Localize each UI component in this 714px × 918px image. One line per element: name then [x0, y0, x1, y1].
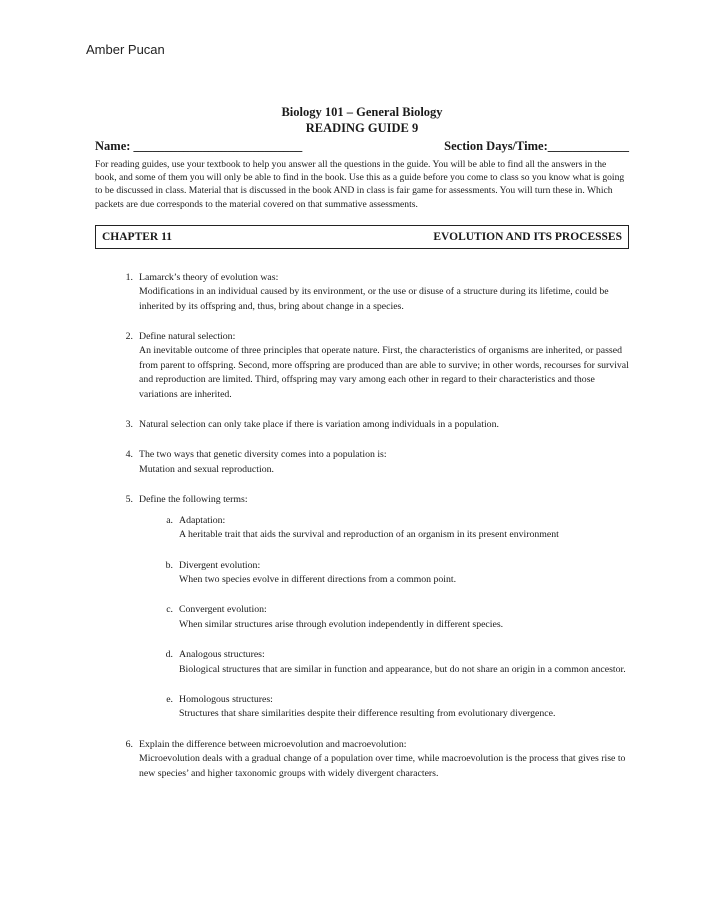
question-1 [95, 271, 629, 314]
term-definition: When two species evolve in different directions from a common point. [179, 573, 457, 585]
chapter-number: CHAPTER 11 [102, 230, 172, 243]
name-section-row [95, 139, 629, 154]
question-2 [95, 330, 629, 402]
question-number: 2. [125, 331, 133, 343]
term-letter: d. [165, 649, 173, 661]
question-prompt: Explain the difference between microevolution and macroevolution: [139, 738, 407, 750]
author-name: Amber Pucan [86, 42, 165, 57]
reading-guide-document [95, 104, 629, 797]
question-3 [95, 418, 629, 432]
question-answer: Modifications in an individual caused by its environment, or the use or disuse of a structure during its lifetime, could be inherited by its offspring and, thus, bring about change in a species. [139, 286, 609, 312]
term-definition: Structures that share similarities despite their difference resulting from evolutionary divergence. [179, 708, 556, 720]
question-answer: An inevitable outcome of three principles that operate nature. First, the characteristics of organisms are inherited, or passed from parent to offspring. Second, more offspring are produced than are able to survive; in other words, recourses for survival and reproduction are limited. Third, offspring may vary among each other in regard to their characteristics and those variations are inherited. [139, 345, 629, 400]
term-definition: When similar structures arise through evolution independently in different species. [179, 618, 504, 630]
term-d [139, 648, 629, 677]
question-6 [95, 738, 629, 781]
question-number: 5. [125, 494, 133, 506]
term-letter: a. [166, 514, 173, 526]
question-prompt: The two ways that genetic diversity comes into a population is: [139, 449, 387, 461]
course-title: Biology 101 – General Biology [281, 105, 443, 119]
term-b [139, 559, 629, 588]
question-list [95, 271, 629, 781]
question-prompt: Lamarck’s theory of evolution was: [139, 271, 279, 283]
chapter-header-box [95, 225, 629, 249]
term-name: Convergent evolution: [179, 604, 267, 616]
question-number: 6. [125, 738, 133, 750]
chapter-topic: EVOLUTION AND ITS PROCESSES [433, 230, 622, 243]
question-5 [95, 493, 629, 737]
question-number: 4. [125, 449, 133, 461]
instructions-text: For reading guides, use your textbook to help you answer all the questions in the guide. You will be able to find all the answers in the book, and some of them you will only be able to find in the book. Use this as a guide before you come to class so you know what is going to be discussed in class. Material that is discussed in the book AND in class is fair game for assessments. You will turn these in. Which packets are due corresponds to the material covered on that summative assessments. [95, 159, 625, 210]
term-e [139, 693, 629, 722]
term-name: Adaptation: [179, 514, 226, 526]
question-4 [95, 448, 629, 477]
term-name: Analogous structures: [179, 649, 265, 661]
question-answer: Mutation and sexual reproduction. [139, 463, 274, 475]
term-letter: c. [166, 604, 173, 616]
name-label: Name: ___________________________ [95, 139, 303, 153]
term-letter: e. [166, 693, 173, 705]
term-a [139, 514, 629, 543]
question-answer: Microevolution deals with a gradual change of a population over time, while macroevolution is the process that gives rise to new species’ and higher taxonomic groups with widely divergent characters. [139, 753, 626, 779]
question-prompt: Define natural selection: [139, 331, 236, 343]
question-number: 3. [125, 419, 133, 431]
term-definition: A heritable trait that aids the survival and reproduction of an organism in its present environment [179, 529, 559, 541]
term-name: Divergent evolution: [179, 559, 261, 571]
term-name: Homologous structures: [179, 693, 273, 705]
question-number: 1. [125, 271, 133, 283]
question-prompt: Natural selection can only take place if there is variation among individuals in a population. [139, 419, 499, 431]
guide-title: READING GUIDE 9 [305, 121, 419, 135]
term-c [139, 603, 629, 632]
section-time-label: Section Days/Time:_____________ [444, 139, 629, 153]
question-prompt: Define the following terms: [139, 494, 248, 506]
term-definition: Biological structures that are similar in function and appearance, but do not share an origin in a common ancestor. [179, 663, 626, 675]
term-letter: b. [165, 559, 173, 571]
